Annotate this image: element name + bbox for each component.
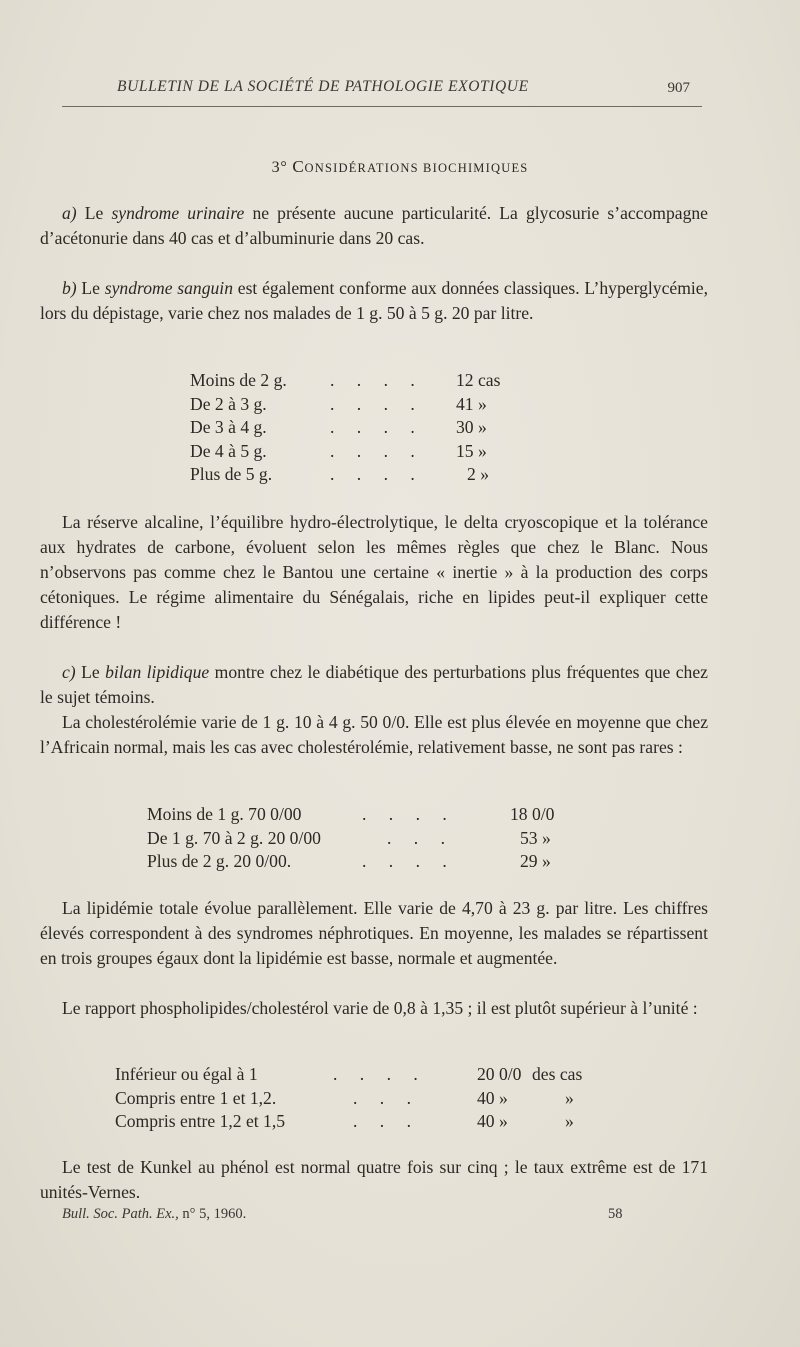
signature-mark: 58 — [608, 1206, 623, 1222]
term-urinary-syndrome: syndrome urinaire — [111, 203, 245, 223]
paragraph-cholesterolemia — [40, 710, 708, 760]
paragraph-phospholipid-ratio — [40, 996, 708, 1021]
table-value: 18 0/0 — [510, 804, 555, 824]
table-leader-dots: . . . — [353, 1111, 420, 1131]
table-row — [190, 393, 550, 417]
table-leader-dots: . . . . — [330, 440, 424, 461]
table-leader-dots: . . . — [353, 1087, 420, 1108]
paragraph-b-text: est également conforme aux données classiques. L’hyperglycémie, lors du dépistage, varie chez nos malades de 1 g. 50 à 5 g. 20 par litre. — [40, 278, 708, 323]
table-unit: » — [565, 1111, 574, 1131]
table-row — [147, 827, 567, 851]
table-value: 15 » — [456, 440, 487, 461]
section-heading — [0, 157, 800, 177]
table-leader-dots: . . . . — [362, 804, 456, 824]
glycemia-distribution-table — [190, 369, 550, 487]
table-label: Inférieur ou égal à 1 — [115, 1064, 258, 1084]
table-value: 2 » — [467, 464, 489, 484]
table-row — [190, 369, 550, 393]
table-leader-dots: . . . . — [330, 464, 424, 484]
table-row — [115, 1063, 595, 1087]
table-label: Moins de 2 g. — [190, 370, 287, 390]
table-row — [147, 850, 567, 874]
table-label: De 4 à 5 g. — [190, 440, 267, 461]
item-label-b: b) — [62, 278, 77, 298]
item-label-c: c) — [62, 662, 76, 682]
paragraph-ratio-text: Le rapport phospholipides/cholestérol varie de 0,8 à 1,35 ; il est plutôt supérieur à l’unité : — [62, 998, 698, 1018]
journal-title: BULLETIN DE LA SOCIÉTÉ DE PATHOLOGIE EXOTIQUE — [117, 78, 529, 95]
table-leader-dots: . . . . — [330, 417, 424, 437]
table-value: 41 » — [456, 393, 487, 414]
section-number: 3° — [271, 159, 288, 176]
table-row — [190, 416, 550, 440]
paragraph-c-text: montre chez le diabétique des perturbations plus fréquentes que chez le sujet témoins. — [40, 662, 708, 707]
table-label: De 1 g. 70 à 2 g. 20 0/00 — [147, 827, 321, 848]
table-unit: » — [565, 1087, 574, 1108]
table-label: Plus de 5 g. — [190, 464, 273, 484]
paragraph-lipid-balance — [40, 660, 708, 710]
table-label: Moins de 1 g. 70 0/00 — [147, 804, 302, 824]
paragraph-reserve-text: La réserve alcaline, l’équilibre hydro-électrolytique, le delta cryoscopique et la tolérance aux hydrates de carbone, évoluent selon les mêmes règles que chez le Blanc. Nous n’observons pas comme chez le Bantou une certaine « inertie » à la production des corps cétoniques. Le régime alimentaire du Sénégalais, riche en lipides peut-il expliquer cette différence ! — [40, 512, 708, 632]
paragraph-kunkel-text: Le test de Kunkel au phénol est normal quatre fois sur cinq ; le taux extrême est de 171 unités-Vernes. — [40, 1157, 708, 1202]
table-leader-dots: . . . . — [330, 393, 424, 414]
table-label: Compris entre 1,2 et 1,5 — [115, 1111, 286, 1131]
table-row — [115, 1087, 595, 1111]
bibliographic-reference — [62, 1206, 246, 1223]
page-number: 907 — [667, 80, 690, 96]
table-leader-dots: . . . . — [333, 1064, 427, 1084]
table-row — [147, 803, 567, 827]
paragraph-lipid-text: La lipidémie totale évolue parallèlement. Elle varie de 4,70 à 23 g. par litre. Les chiffres élevés correspondent à des syndromes néphrotiques. En moyenne, les malades se répartissent en trois groupes égaux dont la lipidémie est basse, normale et augmentée. — [40, 898, 708, 968]
paragraph-kunkel-test — [40, 1155, 708, 1205]
reference-journal: Bull. Soc. Path. Ex., — [62, 1206, 179, 1222]
table-value: 53 » — [520, 827, 551, 848]
table-label: De 2 à 3 g. — [190, 393, 267, 414]
paragraph-urinary-syndrome — [40, 201, 708, 251]
paragraph-b-lead: Le — [81, 278, 100, 298]
term-blood-syndrome: syndrome sanguin — [104, 278, 233, 298]
item-label-a: a) — [62, 203, 77, 223]
table-value: 40 » — [477, 1087, 508, 1108]
table-row — [190, 463, 550, 487]
table-value: 12 cas — [456, 370, 501, 390]
section-title-initial: C — [292, 157, 305, 176]
table-value: 29 » — [520, 851, 551, 871]
table-unit: des cas — [532, 1064, 583, 1084]
paragraph-a-lead: Le — [84, 203, 104, 223]
table-value: 40 » — [477, 1111, 508, 1131]
table-label: Plus de 2 g. 20 0/00. — [147, 851, 292, 871]
table-label: De 3 à 4 g. — [190, 417, 267, 437]
table-leader-dots: . . . . — [330, 370, 424, 390]
paragraph-total-lipidemia — [40, 896, 708, 971]
cholesterol-distribution-table — [147, 803, 567, 874]
paragraph-c-lead: Le — [81, 662, 100, 682]
paragraph-alkaline-reserve — [40, 510, 708, 635]
paragraph-chol-text: La cholestérolémie varie de 1 g. 10 à 4 g. 50 0/0. Elle est plus élevée en moyenne que chez l’Africain normal, mais les cas avec cholestérolémie, relativement basse, ne sont pas rares : — [40, 712, 708, 757]
table-leader-dots: . . . . — [362, 851, 456, 871]
section-title-rest: ONSIDÉRATIONS BIOCHIMIQUES — [304, 161, 529, 175]
table-label: Compris entre 1 et 1,2. — [115, 1087, 277, 1108]
table-value: 30 » — [456, 417, 487, 437]
term-lipid-balance: bilan lipidique — [105, 662, 210, 682]
paragraph-a-text: ne présente aucune particularité. La glycosurie s’accompagne d’acétonurie dans 40 cas et d’albuminurie dans 20 cas. — [40, 203, 708, 248]
table-leader-dots: . . . — [387, 827, 454, 848]
phospholipid-ratio-table — [115, 1063, 595, 1134]
header-rule — [62, 106, 702, 107]
table-row — [190, 440, 550, 464]
table-value: 20 0/0 — [477, 1064, 522, 1084]
reference-issue: n° 5, 1960. — [182, 1206, 247, 1222]
paragraph-blood-syndrome — [40, 276, 708, 326]
table-row — [115, 1110, 595, 1134]
running-header — [62, 74, 702, 104]
